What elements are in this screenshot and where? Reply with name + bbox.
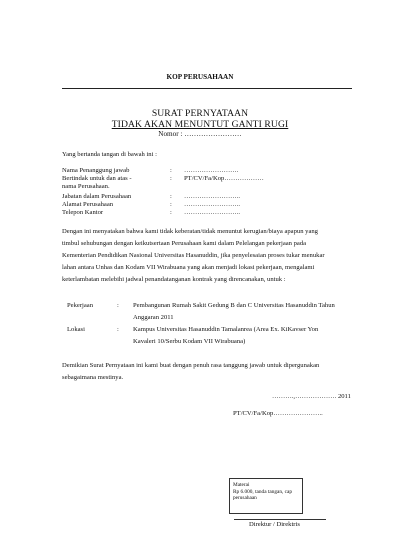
document-subtitle: TIDAK AKAN MENUNTUT GANTI RUGI [111, 119, 289, 130]
intro-text: Yang bertanda tangan di bawah ini : [62, 151, 157, 158]
closing-line: sebagaimana mestinya. [62, 374, 124, 381]
signature-line [234, 519, 326, 520]
field-value: …………………….. [184, 193, 241, 200]
statement-line: Dengan ini menyatakan bahwa kami tidak keberatan/tidak menuntut kerugian/biaya apapun yang [62, 228, 318, 235]
field-colon: : [170, 167, 172, 174]
detail-colon: : [117, 302, 119, 309]
field-value: PT/CV/Fa/Kop……………… [184, 175, 264, 182]
company-name: PT/CV/Fa/Kop………………….. [233, 410, 323, 417]
statement-line: timbul sehubungan dengan keikutsertaan Perusahaan kami dalam Pelelangan pekerjaan pada [62, 240, 307, 247]
detail-label: Lokasi [67, 326, 85, 333]
header-divider [62, 88, 352, 89]
field-colon: : [170, 209, 172, 216]
field-value: ……………………. [184, 167, 239, 174]
detail-colon: : [117, 326, 119, 333]
detail-value: Anggaran 2011 [133, 314, 174, 321]
closing-line: Demikian Surat Pernyataan ini kami buat dengan penuh rasa tanggung jawab untuk dipergunakan [62, 362, 320, 369]
materai-stamp-box [229, 478, 303, 514]
field-colon: : [170, 193, 172, 200]
field-colon: : [170, 175, 172, 182]
field-label: Jabatan dalam Perusahaan [62, 193, 132, 200]
place-date: ……….,………………. 2011 [272, 393, 351, 400]
document-number: Nomor : …………………… [158, 130, 242, 138]
statement-line: Kementerian Pendidikan Nasional Universitas Hasanuddin, jika penyelesaian proses tukar menukar [62, 252, 325, 259]
field-label: Telepon Kantor [62, 209, 104, 216]
field-label: Alamat Perusahaan [62, 201, 114, 208]
detail-value: Pembangunan Rumah Sakit Gedung B dan C Universitas Hasanuddin Tahun [133, 302, 335, 309]
field-label: nama Perusahaan. [62, 183, 110, 190]
field-value: …………………….. [184, 209, 241, 216]
letterhead-placeholder: KOP PERUSAHAAN [166, 73, 234, 81]
materai-line: perusahaan [233, 495, 257, 502]
field-label: Nama Penanggung jawab [62, 167, 130, 174]
field-label: Bertindak untuk dan atas - [62, 175, 132, 182]
document-title: SURAT PERNYATAAN [151, 108, 249, 119]
signatory-role: Direktur / Direktris [249, 521, 300, 528]
statement-line: keterlambatan melebihi jadwal penandatanganan kontrak yang direncanakan, untuk : [62, 276, 286, 283]
statement-line: lahan antara Unhas dan Kodam VII Wirabuana yang akan menjadi lokasi pekerjaan, mengalami [62, 264, 315, 271]
materai-line: Rp 6.000, tanda tangan, cap [233, 488, 292, 495]
field-value: …………………….. [184, 201, 241, 208]
field-colon: : [170, 201, 172, 208]
detail-value: Kavaleri 10/Serbu Kodam VII Wirabuana) [133, 338, 246, 345]
detail-value: Kampus Universitas Hasanuddin Tamalanrea (Area Ex. KiKavser Yon [133, 326, 319, 333]
detail-label: Pekerjaan [67, 302, 93, 309]
materai-line: Materai [233, 482, 250, 488]
